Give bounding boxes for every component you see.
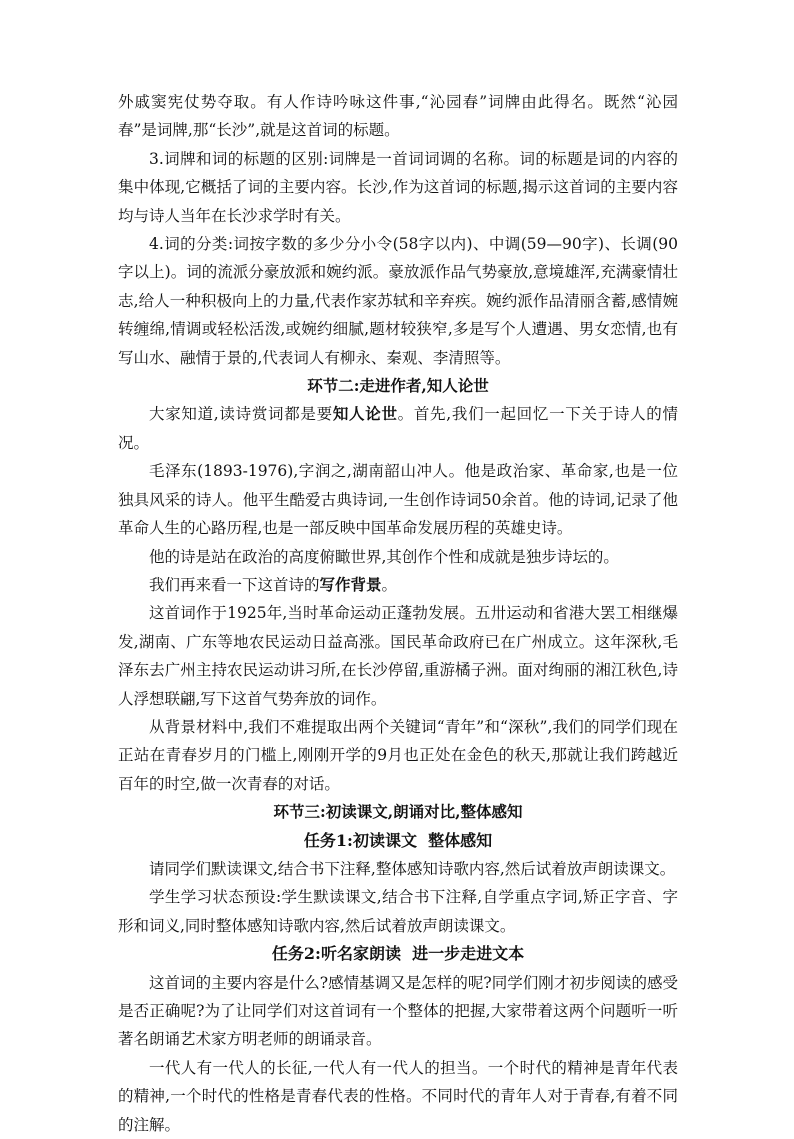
section-heading: 环节二:走进作者,知人论世 <box>307 376 489 396</box>
paragraph: 请同学们默读课文,结合书下注释,整体感知诗歌内容,然后试着放声朗读课文。 <box>149 859 676 878</box>
paragraph: 这首词作于1925年,当时革命运动正蓬勃发展。五卅运动和省港大罢工相继爆发,湖南、广东等地农民运动日益高涨。国民革命政府已在广州成立。这年深秋,毛泽东去广州主持农民运动讲习所,在长沙停留,重游橘子洲。面对绚丽的湘江秋色,诗人浮想联翩,写下这首气势奔放的词作。 <box>118 604 678 708</box>
paragraph <box>118 571 678 599</box>
text-run: 我们再来看一下这首诗的 <box>149 575 320 594</box>
task-heading: 任务2:听名家朗读 进一步走进文本 <box>271 944 525 964</box>
paragraph: 毛泽东(1893-1976),字润之,湖南韶山冲人。他是政治家、革命家,也是一位独具风采的诗人。他平生酷爱古典诗词,一生创作诗词50余首。他的诗词,记录了他革命人生的心路历程,也是一部反映中国革命发展历程的英雄史诗。 <box>118 462 678 538</box>
document-page <box>118 88 678 1139</box>
paragraph: 他的诗是站在政治的高度俯瞰世界,其创作个性和成就是独步诗坛的。 <box>149 547 619 566</box>
paragraph: 从背景材料中,我们不难提取出两个关键词“青年”和“深秋”,我们的同学们现在正站在青春岁月的门槛上,刚刚开学的9月也正处在金色的秋天,那就让我们跨越近百年的时空,做一次青春的对话。 <box>118 717 678 793</box>
paragraph: 学生学习状态预设:学生默读课文,结合书下注释,自学重点字词,矫正字音、字形和词义,同时整体感知诗歌内容,然后试着放声朗读课文。 <box>118 888 678 935</box>
paragraph: 4.词的分类:词按字数的多少分小令(58字以内)、中调(59—90字)、长调(90字以上)。词的流派分豪放派和婉约派。豪放派作品气势豪放,意境雄浑,充满豪情壮志,给人一种积极向上的力量,代表作家苏轼和辛弃疾。婉约派作品清丽含蓄,感情婉转缠绵,情调或轻松活泼,或婉约细腻,题材较狭窄,多是写个人遭遇、男女恋情,也有写山水、融情于景的,代表词人有柳永、秦观、李清照等。 <box>118 235 678 367</box>
bold-term: 知人论世 <box>332 404 398 424</box>
paragraph: 外戚窦宪仗势夺取。有人作诗吟咏这件事,“沁园春”词牌由此得名。既然“沁园春”是词牌,那“长沙”,就是这首词的标题。 <box>118 93 678 140</box>
text-run: 大家知道,读诗赏词都是要 <box>149 405 333 424</box>
text-run: 。 <box>381 575 398 594</box>
task-heading: 任务1:初读课文 整体感知 <box>303 830 493 850</box>
text-run: 。首先,我们一起回忆一下关于诗人的情况。 <box>118 405 678 452</box>
paragraph <box>118 400 678 457</box>
paragraph: 3.词牌和词的标题的区别:词牌是一首词词调的名称。词的标题是词的内容的集中体现,它概括了词的主要内容。长沙,作为这首词的标题,揭示这首词的主要内容均与诗人当年在长沙求学时有关。 <box>118 149 678 225</box>
bold-term: 写作背景 <box>319 574 382 594</box>
section-heading: 环节三:初读课文,朗诵对比,整体感知 <box>273 802 523 822</box>
paragraph: 一代人有一代人的长征,一代人有一代人的担当。一个时代的精神是青年代表的精神,一个时代的性格是青春代表的性格。不同时代的青年人对于青春,有着不同的注解。 <box>118 1058 678 1134</box>
paragraph: 这首词的主要内容是什么?感情基调又是怎样的呢?同学们刚才初步阅读的感受是否正确呢?为了让同学们对这首词有一个整体的把握,大家带着这两个问题听一听著名朗诵艺术家方明老师的朗诵录音。 <box>118 973 678 1049</box>
